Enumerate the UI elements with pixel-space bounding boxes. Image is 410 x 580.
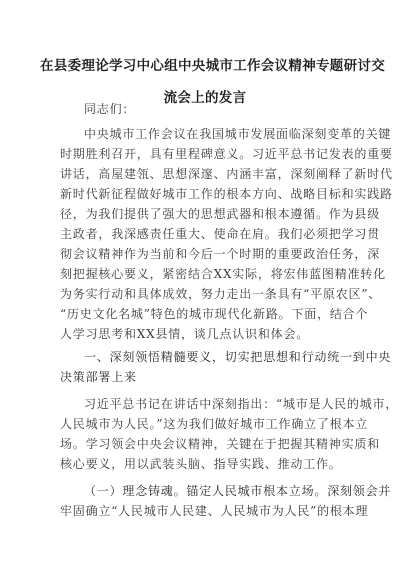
document-title-line-2: 流会上的发言 [163, 90, 247, 106]
paragraph-line: 人民城市为人民。”这为我们做好城市工作确立了根本立 [60, 417, 369, 431]
subsection-heading: （一）理念铸魂。锚定人民城市根本立场。深刻领会并 [84, 484, 392, 498]
paragraph-line: 时期胜利召开，具有里程碑意义。习近平总书记发表的重要 [60, 147, 393, 161]
salutation: 同志们： [84, 102, 136, 116]
paragraph-line: 场。学习领会中央会议精神，关键在于把握其精神实质和 [60, 437, 381, 451]
paragraph-line: 径，为我们提供了强大的思想武器和根本遵循。作为县级 [60, 207, 381, 221]
paragraph-line: “历史文化名城”特色的城市现代化新路。下面，结合个 [60, 307, 369, 321]
paragraph-line: 人学习思考和XX县情，谈几点认识和体会。 [60, 327, 310, 341]
paragraph-line: 牢固确立“人民城市人民建、人民城市为人民”的根本理 [60, 504, 369, 518]
paragraph-line: 核心要义，用以武装头脑、指导实践、推动工作。 [60, 457, 342, 471]
paragraph-line: 刻把握核心要义，紧密结合XX实际，将宏伟蓝图精准转化 [60, 267, 386, 281]
paragraph-line: 为务实行动和具体成效，努力走出一条具有“平原农区”、 [60, 287, 382, 301]
paragraph-line: 新时代新征程做好城市工作的根本方向、战略目标和实践路 [60, 187, 393, 201]
paragraph-line: 习近平总书记在讲话中深刻指出：“城市是人民的城市， [84, 397, 399, 411]
section-heading: 一、深刻领悟精髓要义，切实把思想和行动统一到中央 [84, 350, 392, 364]
section-heading: 决策部署上来 [60, 370, 137, 384]
paragraph-line: 中央城市工作会议在我国城市发展面临深刻变革的关键 [84, 127, 392, 141]
paragraph-line: 彻会议精神作为当前和今后一个时期的重要政治任务，深 [60, 247, 381, 261]
paragraph-line: 主政者，我深感责任重大、使命在肩。我们必须把学习贯 [60, 227, 381, 241]
document-title-line-1: 在县委理论学习中心组中央城市工作会议精神专题研讨交 [40, 58, 385, 74]
paragraph-line: 讲话，高屋建瓴、思想深邃、内涵丰富，深刻阐释了新时代 [60, 167, 393, 181]
